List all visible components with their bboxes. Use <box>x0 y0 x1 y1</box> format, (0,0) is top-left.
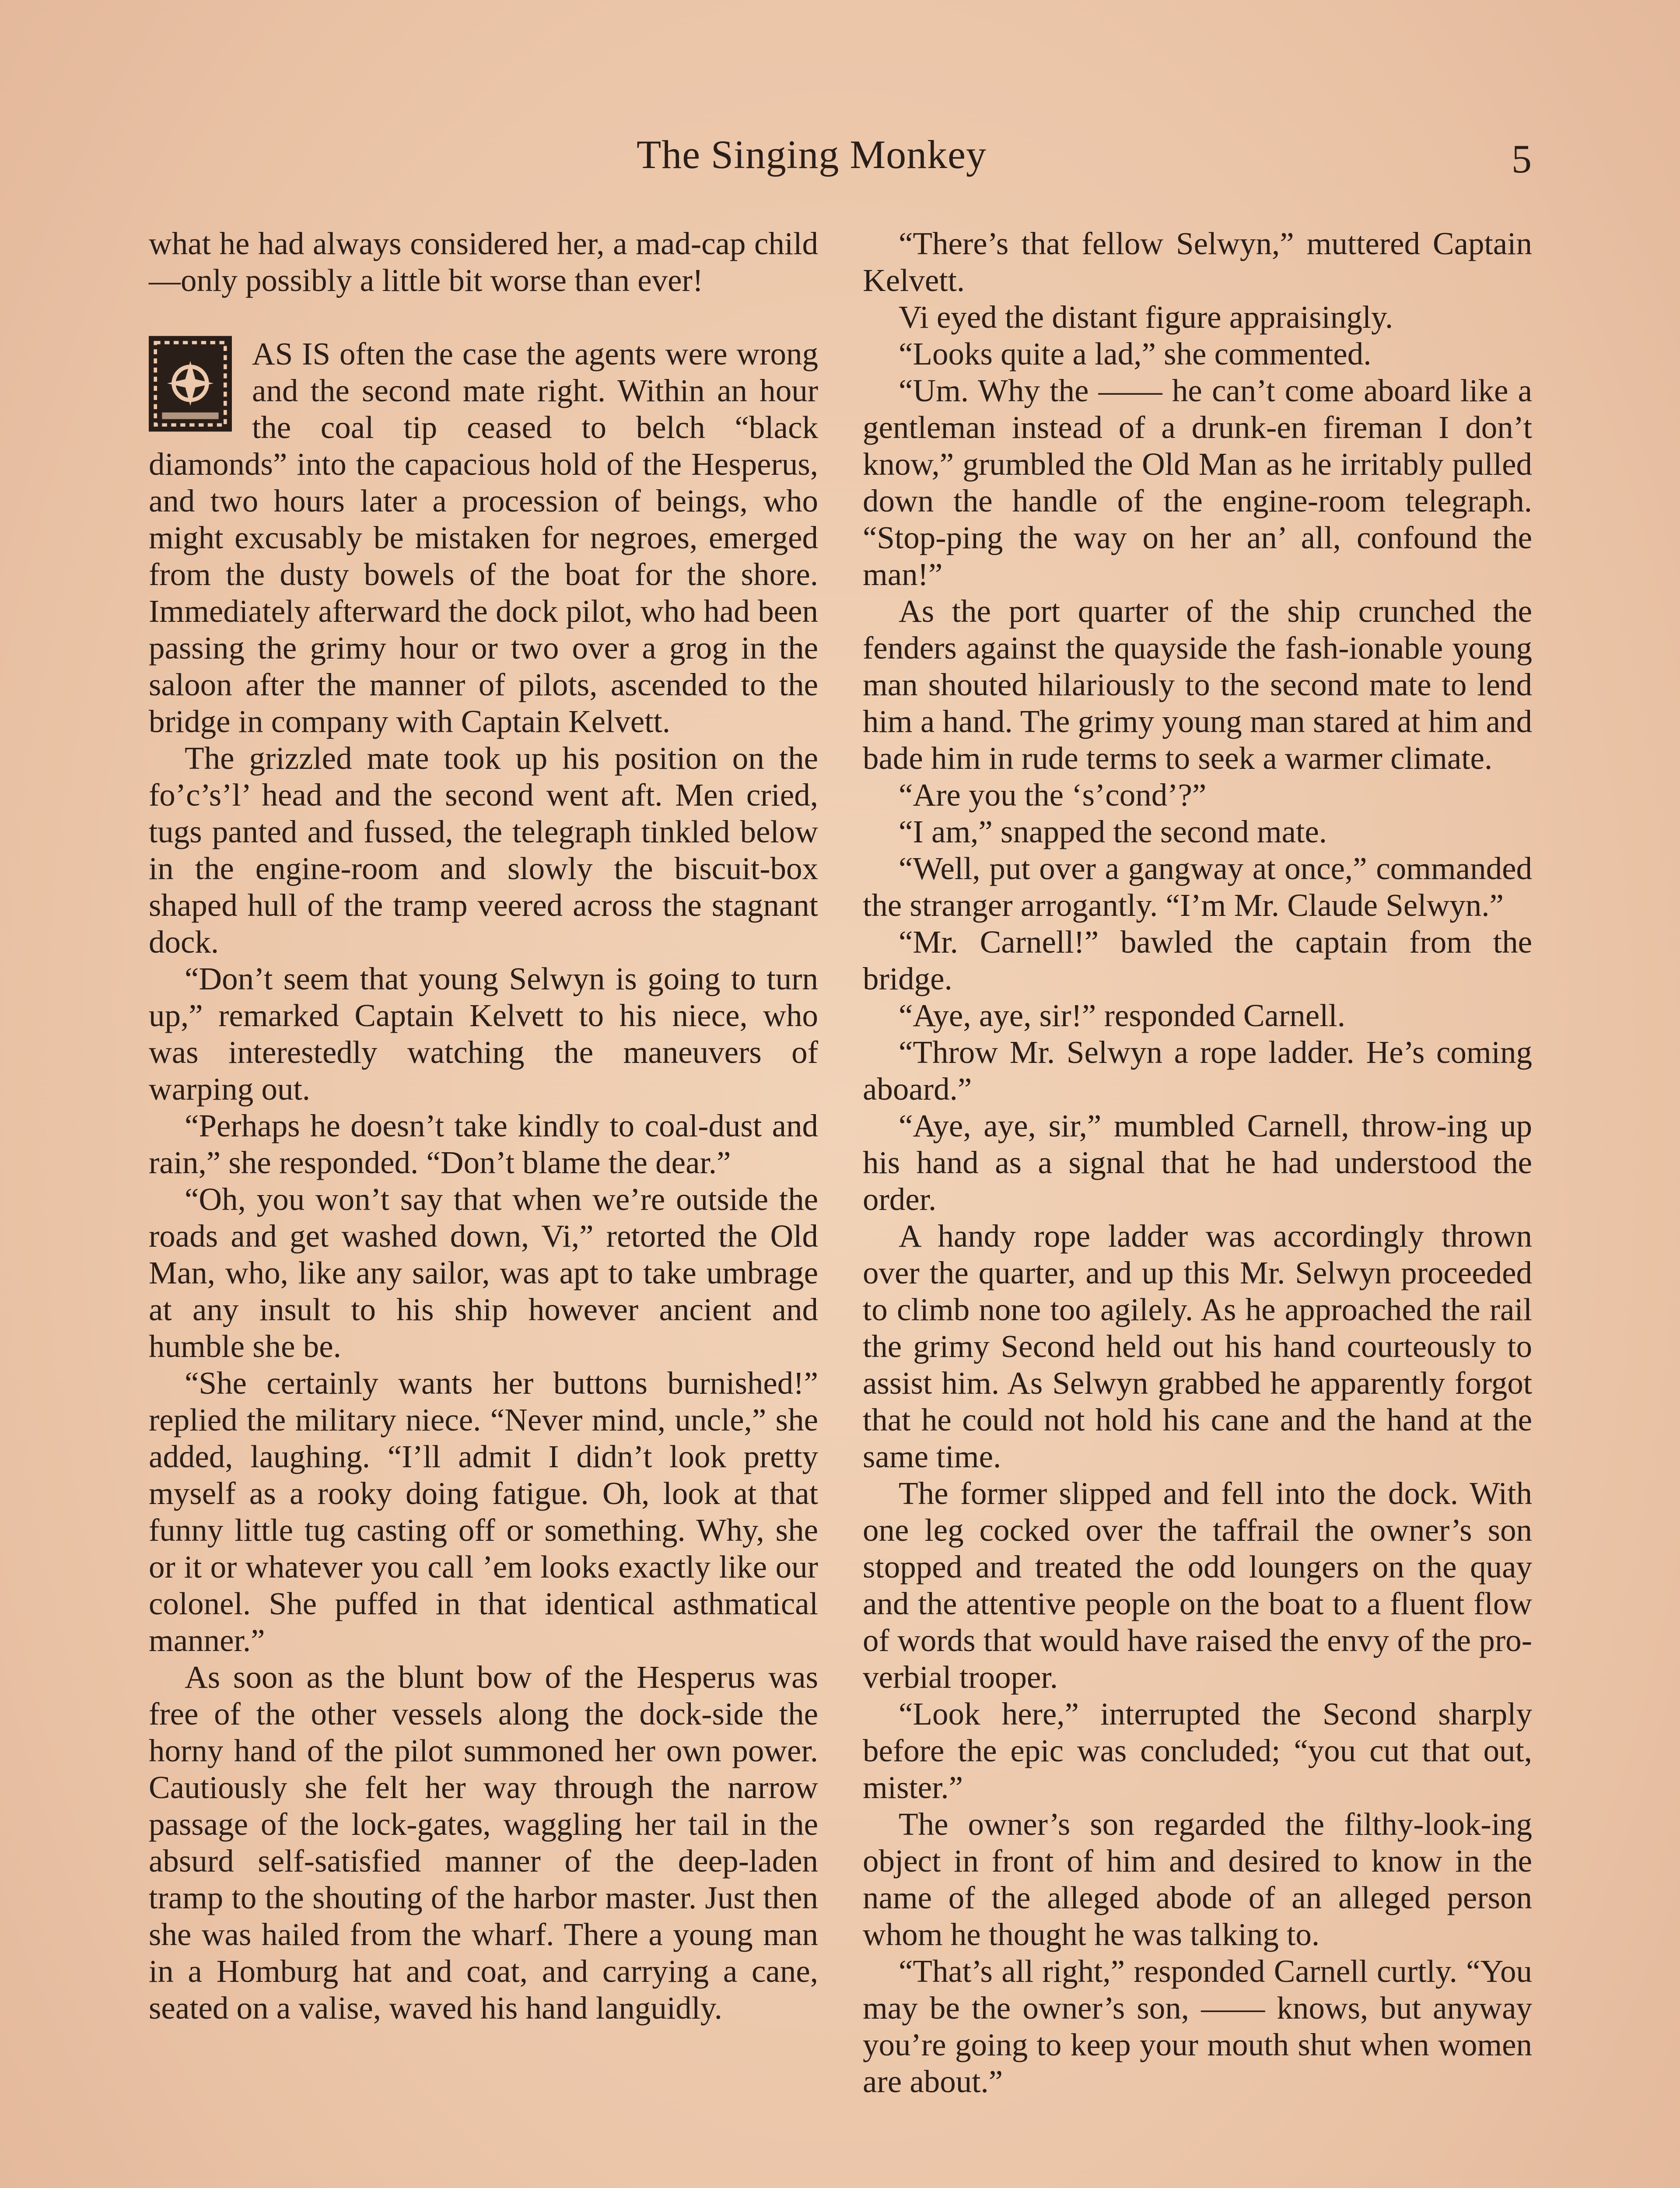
left-column <box>149 225 818 2027</box>
paragraph: “Um. Why the —— he can’t come aboard like a gentleman instead of a drunk-en fireman I don’t know,” grumbled the Old Man as he irritably pulled down the handle of the engine-room telegraph. “Stop-ping the way on her an’ all, confound the man!” <box>863 373 1532 592</box>
paragraph: what he had always considered her, a mad-cap child—only possibly a little bit worse than ever! <box>149 226 818 298</box>
paragraph: AS IS often the case the agents were wrong and the second mate right. Within an hour the coal tip ceased to belch “black diamonds” into the capacious hold of the Hesperus, and two hours later a procession of beings, who might excusably be mistaken for negroes, emerged from the dusty bowels of the boat for the shore. Immediately afterward the dock pilot, who had been passing the grimy hour or two over a grog in the saloon after the manner of pilots, ascended to the bridge in company with Captain Kelvett. <box>149 336 818 739</box>
right-column <box>863 225 1532 2100</box>
paragraph: “I am,” snapped the second mate. <box>899 814 1327 849</box>
paragraph: The owner’s son regarded the filthy-look-ing object in front of him and desired to know in the name of the alleged abode of an alleged person whom he thought he was talking to. <box>863 1806 1532 1952</box>
ornamental-block-icon <box>149 336 234 439</box>
paragraph: “Looks quite a lad,” she commented. <box>899 336 1372 372</box>
paragraph: “That’s all right,” responded Carnell curtly. “You may be the owner’s son, —— knows, but anyway you’re going to keep your mouth shut when women are about.” <box>863 1953 1532 2099</box>
paragraph: “Well, put over a gangway at once,” commanded the stranger arrogantly. “I’m Mr. Claude Selwyn.” <box>863 851 1532 923</box>
paragraph: “Are you the ‘s’cond’?” <box>899 777 1207 813</box>
paragraph: The former slipped and fell into the dock. With one leg cocked over the taffrail the owner’s son stopped and treated the odd loungers on the quay and the attentive people on the boat to a fluent flow of words that would have raised the envy of the pro-verbial trooper. <box>863 1476 1532 1695</box>
paragraph: As soon as the blunt bow of the Hesperus was free of the other vessels along the dock-side the horny hand of the pilot summoned her own power. Cautiously she felt her way through the narrow passage of the lock-gates, waggling her tail in the absurd self-satisfied manner of the deep-laden tramp to the shouting of the harbor master. Just then she was hailed from the wharf. There a young man in a Homburg hat and coat, and carrying a cane, seated on a valise, waved his hand languidly. <box>149 1659 818 2026</box>
paragraph: “She certainly wants her buttons burnished!” replied the military niece. “Never mind, uncle,” she added, laughing. “I’ll admit I didn’t look pretty myself as a rooky doing fatigue. Oh, look at that funny little tug casting off or something. Why, she or it or whatever you call ’em looks exactly like our colonel. She puffed in that identical asthmatical manner.” <box>149 1365 818 1658</box>
paragraph: “Aye, aye, sir!” responded Carnell. <box>899 998 1345 1033</box>
paragraph: A handy rope ladder was accordingly thrown over the quarter, and up this Mr. Selwyn proceeded to climb none too agilely. As he approached the rail the grimy Second held out his hand courteously to assist him. As Selwyn grabbed he apparently forgot that he could not hold his cane and the hand at the same time. <box>863 1218 1532 1474</box>
paragraph: “Look here,” interrupted the Second sharply before the epic was concluded; “you cut that out, mister.” <box>863 1696 1532 1805</box>
paragraph: The grizzled mate took up his position on the fo’c’s’l’ head and the second went aft. Men cried, tugs panted and fussed, the telegraph tinkled below in the engine-room and slowly the biscuit-box shaped hull of the tramp veered across the stagnant dock. <box>149 740 818 960</box>
paragraph: As the port quarter of the ship crunched the fenders against the quayside the fash-ionable young man shouted hilariously to the second mate to lend him a hand. The grimy young man stared at him and bade him in rude terms to seek a warmer climate. <box>863 593 1532 776</box>
paragraph: “Throw Mr. Selwyn a rope ladder. He’s coming aboard.” <box>863 1034 1532 1107</box>
dropcap-ornament-graphic <box>149 336 232 432</box>
paragraph: Vi eyed the distant figure appraisingly. <box>899 299 1393 335</box>
running-title: The Singing Monkey <box>637 132 987 177</box>
paragraph: “There’s that fellow Selwyn,” muttered Captain Kelvett. <box>863 226 1532 298</box>
paragraph: “Mr. Carnell!” bawled the captain from the bridge. <box>863 924 1532 996</box>
paragraph: “Oh, you won’t say that when we’re outside the roads and get washed down, Vi,” retorted the Old Man, who, like any sailor, was apt to take umbrage at any insult to his ship however ancient and humble she be. <box>149 1182 818 1364</box>
paragraph: “Perhaps he doesn’t take kindly to coal-dust and rain,” she responded. “Don’t blame the dear.” <box>149 1108 818 1180</box>
page-number: 5 <box>1512 137 1532 181</box>
paragraph: “Aye, aye, sir,” mumbled Carnell, throw-ing up his hand as a signal that he had understood the order. <box>863 1108 1532 1217</box>
paragraph: “Don’t seem that young Selwyn is going to turn up,” remarked Captain Kelvett to his niece, who was interestedly watching the maneuvers of warping out. <box>149 961 818 1107</box>
